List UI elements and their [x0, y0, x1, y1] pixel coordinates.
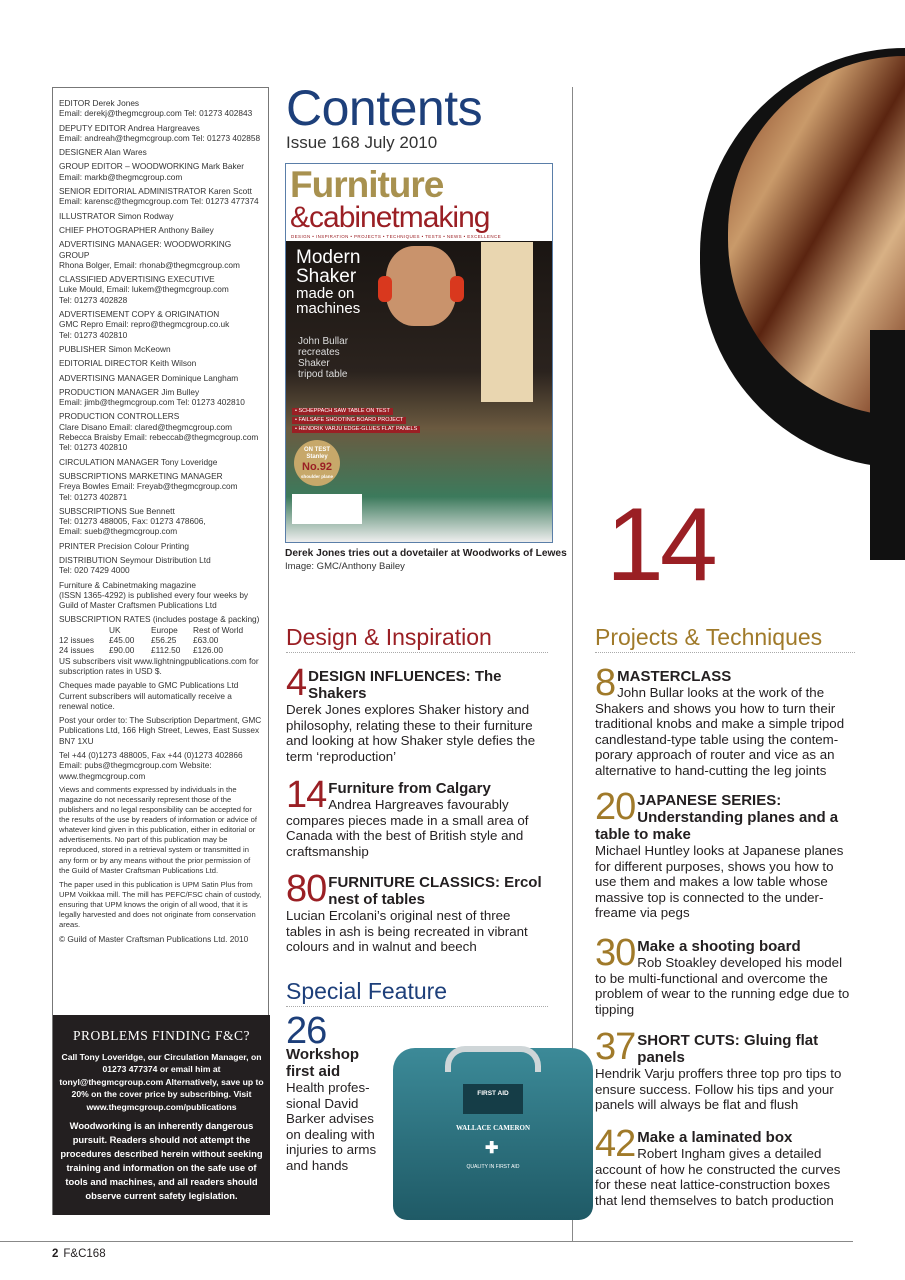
contents-entry[interactable]	[595, 662, 855, 779]
credit-entry	[59, 555, 262, 576]
magazine-issue: F&C168	[63, 1248, 106, 1260]
credit-entry	[59, 506, 262, 537]
kit-label: FIRST AID	[463, 1084, 523, 1114]
cross-icon: ✚	[485, 1140, 499, 1157]
sub-line: recreates	[298, 347, 340, 358]
barcode	[292, 494, 362, 524]
section-heading-projects: Projects & Techniques	[595, 624, 855, 653]
credit-line: Email: markb@thegmcgroup.com	[59, 171, 183, 182]
cover-title-2: &cabinetmaking	[290, 201, 490, 234]
credit-line: PUBLISHER Simon McKeown	[59, 343, 171, 354]
credit-line: CLASSIFIED ADVERTISING EXECUTIVE	[59, 274, 215, 285]
section-heading-special: Special Feature	[286, 978, 548, 1007]
credit-line: EDITOR Derek Jones	[59, 98, 140, 108]
rates-cell: £56.25	[151, 635, 177, 646]
entry-description: Rob Stoakley developed his model to be multi-functional and overcome the problem of wear to the running edge due to tipping	[595, 955, 850, 1017]
credit-entry	[59, 411, 262, 452]
credit-line: Email: andreah@thegmcgroup.com Tel: 01273 402858	[59, 132, 261, 143]
credit-line: Furniture & Cabinetmaking magazine	[59, 579, 196, 590]
entry-title: SHORT CUTS: Gluing flat panels	[637, 1032, 819, 1066]
credit-entry	[59, 387, 262, 408]
credit-line: DEPUTY EDITOR Andrea Hargreaves	[59, 122, 200, 133]
headline-line: made on	[296, 285, 355, 302]
contents-entry[interactable]	[595, 932, 855, 1017]
help-box	[53, 1015, 270, 1215]
entry-page-number: 30	[595, 932, 636, 974]
credit-entry	[59, 211, 262, 221]
wood-board	[481, 242, 533, 402]
headline-line: machines	[296, 300, 361, 317]
headline-line: Modern	[296, 247, 361, 268]
ear-defender	[378, 276, 392, 302]
table-leg	[870, 330, 905, 560]
credit-line: EDITORIAL DIRECTOR Keith Wilson	[59, 358, 197, 369]
copyright: © Guild of Master Craftsman Publications Ltd. 2010	[59, 934, 249, 945]
contents-entry[interactable]	[595, 1123, 855, 1208]
entry-page-number: 14	[286, 774, 327, 816]
credit-line: ADVERTISING MANAGER: WOODWORKING GROUP	[59, 239, 232, 260]
first-aid-kit-image	[393, 1048, 593, 1220]
credit-line: GMC Repro Email: repro@thegmcgroup.co.uk	[59, 319, 230, 330]
ear-defender	[450, 276, 464, 302]
rates-cell: £63.00	[193, 635, 219, 646]
page-footer	[52, 1247, 106, 1261]
contents-entry[interactable]	[595, 1026, 855, 1113]
credit-entry	[59, 161, 262, 182]
credit-line: (ISSN 1365-4292) is published every four weeks by	[59, 589, 249, 600]
credit-entry	[59, 457, 262, 467]
credit-line: Freya Bowles Email: Freyab@thegmcgroup.com	[59, 481, 238, 492]
credit-line: SUBSCRIPTIONS Sue Bennett	[59, 505, 175, 516]
credit-line: Rebecca Braisby Email: rebeccab@thegmcgroup.com	[59, 432, 259, 443]
kit-handle	[445, 1046, 541, 1072]
cover-bullet: • HENDRIK VARJU EDGE-GLUES FLAT PANELS	[292, 426, 420, 433]
credit-line: PRINTER Precision Colour Printing	[59, 540, 190, 551]
credit-line: Email: karensc@thegmcgroup.com Tel: 01273 477374	[59, 196, 259, 207]
credit-line: Guild of Master Craftsmen Publications Ltd	[59, 600, 217, 611]
masthead-credits	[59, 98, 262, 614]
credit-line: ADVERTISING MANAGER Dominique Langham	[59, 372, 239, 383]
credit-entry	[59, 373, 262, 383]
rates-cell: £45.00	[109, 635, 135, 646]
badge-text: Stanley	[306, 454, 328, 460]
credit-entry	[59, 186, 262, 207]
mast-note: Post your order to: The Subscription Department, GMC Publications Ltd, 166 High Street, Lewes, East Sussex BN7 1XU	[59, 715, 262, 746]
entry-description: Michael Huntley looks at Japanese planes for different purposes, shows you how to use them and makes a low table whose massive top is connected to the under-freame via pegs	[595, 843, 844, 921]
subscription-rates	[59, 614, 262, 676]
entry-title: Make a laminated box	[637, 1129, 793, 1146]
entry-page-number: 20	[595, 786, 636, 828]
credit-entry	[59, 541, 262, 551]
credit-line: SENIOR EDITORIAL ADMINISTRATOR Karen Scott	[59, 186, 252, 197]
credit-entry	[59, 225, 262, 235]
issue-info: Issue 168 July 2010	[286, 133, 438, 152]
entry-page-number: 80	[286, 868, 327, 910]
rates-note: US subscribers visit www.lightningpublications.com for subscription rates in USD $.	[59, 655, 259, 676]
page-number: 2	[52, 1248, 59, 1260]
entry-title: MASTERCLASS	[617, 668, 732, 685]
credit-line: Tel: 020 7429 4000	[59, 565, 130, 576]
cover-tagline: DESIGN • INSPIRATION • PROJECTS • TECHNIQUES • TESTS • NEWS • EXCELLENCE	[291, 234, 502, 239]
sub-line: Shaker	[298, 358, 330, 369]
entry-page-number: 26	[286, 1010, 327, 1052]
rates-col: Europe	[151, 624, 178, 635]
credit-line: Tel: 01273 402871	[59, 491, 128, 502]
credit-line: SUBSCRIPTIONS MARKETING MANAGER	[59, 470, 223, 481]
contents-entry[interactable]	[595, 786, 855, 921]
kit-brand: WALLACE CAMERON	[455, 1124, 531, 1132]
credit-line: Luke Mould, Email: lukem@thegmcgroup.com	[59, 284, 229, 295]
rates-col	[59, 625, 109, 635]
cover-bullet: • FAILSAFE SHOOTING BOARD PROJECT	[292, 417, 406, 424]
help-heading: PROBLEMS FINDING F&C?	[72, 1028, 251, 1043]
entry-description: Hendrik Varju proffers three top pro tips to ensure success. Follow his tips and your panels will always be flat and flush	[595, 1066, 842, 1113]
rates-cell: £126.00	[193, 645, 223, 656]
credit-entry	[59, 123, 262, 144]
credit-entry	[59, 344, 262, 354]
entry-page-number: 42	[595, 1123, 636, 1165]
mast-note: Cheques made payable to GMC Publications Ltd Current subscribers will automatically receive a renewal notice.	[59, 680, 239, 711]
entry-description: Health profes-sional David Barker advises on dealing with injuries to arms and hands	[286, 1080, 377, 1173]
mast-note: Tel +44 (0)1273 488005, Fax +44 (0)1273 402866 Email: pubs@thegmcgroup.com Website: www.thegmcgroup.com	[59, 750, 243, 781]
entry-description: Andrea Hargreaves favourably compares pieces made in a small area of Canada with the best of British style and craftsmanship	[286, 797, 529, 859]
entry-title: Workshop first aid	[286, 1046, 360, 1080]
contents-entry[interactable]	[286, 1010, 390, 1174]
cover-bullet: • SCHEPPACH SAW TABLE ON TEST	[292, 408, 393, 415]
cover-badge	[294, 440, 340, 486]
footer-rule	[0, 1241, 853, 1242]
credit-line: CIRCULATION MANAGER Tony Loveridge	[59, 456, 218, 467]
credit-line: GROUP EDITOR – WOODWORKING Mark Baker	[59, 161, 245, 172]
credit-line: Tel: 01273 402810	[59, 442, 128, 453]
rates-cell: £112.50	[151, 645, 181, 656]
cover-caption: Derek Jones tries out a dovetailer at Woodworks of Lewes	[285, 548, 567, 559]
credit-line: PRODUCTION MANAGER Jim Bulley	[59, 386, 200, 397]
contents-entry[interactable]	[286, 662, 548, 764]
credit-line: Rhona Bolger, Email: rhonab@thegmcgroup.com	[59, 259, 240, 270]
entry-title: FURNITURE CLASSICS: Ercol nest of tables	[328, 874, 542, 908]
entry-page-number: 4	[286, 662, 307, 704]
credit-line: CHIEF PHOTOGRAPHER Anthony Bailey	[59, 224, 214, 235]
rates-col: Rest of World	[193, 624, 244, 635]
credit-line: Clare Disano Email: clared@thegmcgroup.com	[59, 421, 233, 432]
entry-title: DESIGN INFLUENCES: The Shakers	[308, 668, 502, 702]
badge-num: No.92	[302, 461, 332, 473]
credit-line: Email: derekj@thegmcgroup.com Tel: 01273 402843	[59, 108, 253, 119]
badge-text: shoulder plane	[300, 474, 333, 479]
entry-page-number: 8	[595, 662, 616, 704]
credit-line: Tel: 01273 402810	[59, 329, 128, 340]
headline-line: Shaker	[296, 266, 357, 287]
credit-entry	[59, 274, 262, 305]
cover-title: Furniture	[290, 164, 444, 205]
entry-page-number: 37	[595, 1026, 636, 1068]
credit-line: ILLUSTRATOR Simon Rodway	[59, 210, 174, 221]
contents-entry[interactable]	[286, 868, 548, 955]
entry-title: Make a shooting board	[637, 938, 801, 955]
cover-image	[285, 163, 553, 543]
cover-person	[386, 246, 456, 326]
section-heading-design: Design & Inspiration	[286, 624, 548, 653]
entry-description: Lucian Ercolani’s original nest of three tables in ash is being recreated in vibrant colours and in walnut and beech	[286, 908, 528, 955]
credit-line: Email: jimb@thegmcgroup.com Tel: 01273 402810	[59, 397, 245, 408]
cover-headline	[296, 248, 360, 316]
entry-description: Derek Jones explores Shaker history and philosophy, relating these to their furniture and looking at how Shaker style defies the term ‘reproduction’	[286, 702, 536, 764]
mast-note: The paper used in this publication is UPM Satin Plus from UPM Voikkaa mill. The mill has PEFC/FSC chain of custody, ensuring that UPM knows the origin of all wood, that it is legally harvested and does not originate from conservation areas.	[59, 879, 262, 930]
contents-entry[interactable]	[286, 774, 548, 859]
help-text: Call Tony Loveridge, our Circulation Manager, on 01273 477374 or email him at tonyl@thegmcgroup.com Alternatively, save up to 20% on the cover price by subscribing. Visit www.thegmcgroup.com/publications	[59, 1052, 264, 1112]
credit-entry	[59, 471, 262, 502]
credit-line: PRODUCTION CONTROLLERS	[59, 411, 180, 422]
mast-note: Views and comments expressed by individuals in the magazine do not necessarily represent those of the publishers and no legal responsibility can be accepted for the results of the use by readers of information or advice of whatever kind given in this publication, either in editorial or advertisements. No part of this publication may be reproduced, stored in a retrieval system or transmitted in any form or by any means without the prior permission of the Guild of Master Craftsman Publications Ltd.	[59, 784, 257, 875]
credit-entry	[59, 580, 262, 611]
kit-tag: QUALITY IN FIRST AID	[466, 1164, 520, 1170]
safety-warning: Woodworking is an inherently dangerous pursuit. Readers should not attempt the procedures described herein without seeking training and information on the safe use of tools and machines, and all readers should observe current safety legislation.	[60, 1120, 263, 1202]
rates-col: UK	[109, 624, 121, 635]
credit-entry	[59, 98, 262, 119]
credit-line: DISTRIBUTION Seymour Distribution Ltd	[59, 554, 211, 565]
credit-entry	[59, 147, 262, 157]
entry-description: John Bullar looks at the work of the Shakers and shows you how to turn their traditional knobs and make a simple tripod candlestand-type table using the contem-porary approach of router and vice as an alternative to hand-cutting the leg joints	[595, 685, 845, 778]
credit-entry	[59, 309, 262, 340]
credit-entry	[59, 239, 262, 270]
credit-line: DESIGNER Alan Wares	[59, 147, 147, 158]
badge-text: ON TEST	[303, 447, 330, 453]
entry-description: Robert Ingham gives a detailed account of how he constructed the curves for these neat lattice-construction boxes that lend themselves to batch production	[595, 1146, 841, 1208]
rates-cell: 12 issues	[59, 635, 95, 646]
sub-line: John Bullar	[298, 336, 349, 347]
big-page-number: 14	[606, 487, 714, 603]
entry-title: Furniture from Calgary	[328, 780, 491, 797]
rates-cell: £90.00	[109, 645, 135, 656]
rates-heading: SUBSCRIPTION RATES (includes postage & packing)	[59, 614, 260, 625]
credit-line: Email: sueb@thegmcgroup.com	[59, 526, 178, 537]
rates-cell: 24 issues	[59, 645, 95, 656]
credit-line: Tel: 01273 488005, Fax: 01273 478606,	[59, 516, 206, 527]
credit-line: ADVERTISEMENT COPY & ORIGINATION	[59, 309, 220, 320]
page-title: Contents	[286, 80, 483, 136]
credit-entry	[59, 358, 262, 368]
sub-line: tripod table	[298, 369, 348, 380]
credit-line: Tel: 01273 402828	[59, 294, 128, 305]
cover-sub	[298, 336, 348, 380]
masthead-panel	[52, 87, 269, 1215]
entry-title: JAPANESE SERIES: Understanding planes and a table to make	[595, 792, 839, 843]
image-credit: Image: GMC/Anthony Bailey	[285, 561, 405, 572]
